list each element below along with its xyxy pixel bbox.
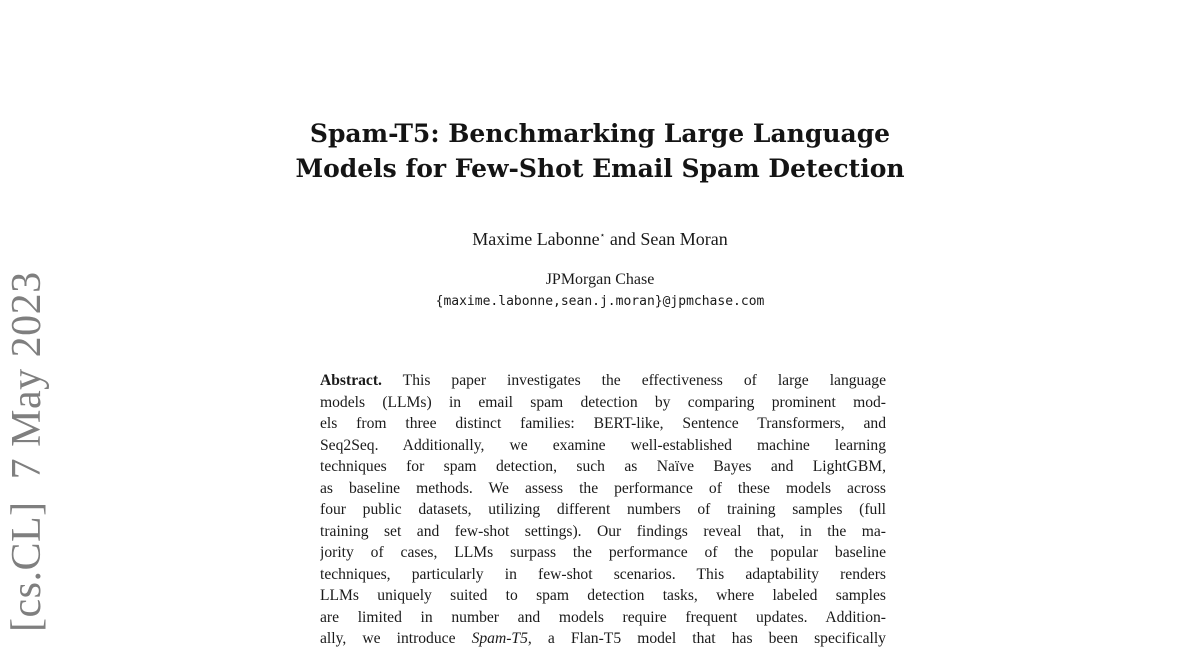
arxiv-date: 7 May 2023 [4, 271, 50, 480]
paper-title-line-2: Models for Few-Shot Email Spam Detection [295, 154, 905, 183]
abstract-text: ally, we introduce [320, 630, 472, 647]
arxiv-side-stamp [6, 271, 48, 632]
abstract-line: training set and few-shot settings). Our findings reveal that, in the ma- [320, 522, 886, 540]
author-list [0, 229, 1200, 250]
abstract-line: models (LLMs) in email spam detection by comparing prominent mod- [320, 393, 886, 411]
abstract-line [320, 628, 886, 648]
abstract-line: LLMs uniquely suited to spam detection tasks, where labeled samples [320, 587, 886, 604]
abstract-line: jority of cases, LLMs surpass the performance of the popular baseline [320, 544, 886, 561]
abstract-line: els from three distinct families: BERT-like, Sentence Transformers, and [320, 415, 886, 432]
abstract-line: techniques, particularly in few-shot scenarios. This adaptability renders [320, 565, 886, 583]
paper-title-line-1: Spam-T5: Benchmarking Large Language [309, 119, 891, 148]
abstract-label: Abstract. [320, 372, 382, 389]
author-conjunction: and [605, 229, 641, 249]
abstract-line: are limited in number and models require frequent updates. Addition- [320, 608, 886, 626]
author-second: Sean Moran [640, 229, 728, 249]
abstract-line: as baseline methods. We assess the performance of these models across [320, 479, 886, 497]
arxiv-category: [cs.CL] [4, 501, 50, 632]
author-first: Maxime Labonne [472, 229, 600, 249]
affiliation: JPMorgan Chase [545, 271, 655, 288]
model-name: Spam-T5 [471, 630, 528, 647]
abstract-line [320, 370, 886, 392]
author-email: {maxime.labonne,sean.j.moran}@jpmchase.com [435, 294, 765, 309]
abstract-text: This paper investigates the effectiveness of large language [402, 372, 886, 389]
abstract [320, 370, 886, 648]
abstract-line: four public datasets, utilizing different numbers of training samples (full [320, 501, 886, 518]
abstract-line: techniques for spam detection, such as Naïve Bayes and LightGBM, [320, 458, 886, 475]
abstract-line: Seq2Seq. Additionally, we examine well-established machine learning [320, 436, 886, 454]
abstract-text: , a Flan-T5 model that has been specifically [527, 630, 886, 647]
author-footnote-mark: ⋆ [599, 230, 606, 240]
